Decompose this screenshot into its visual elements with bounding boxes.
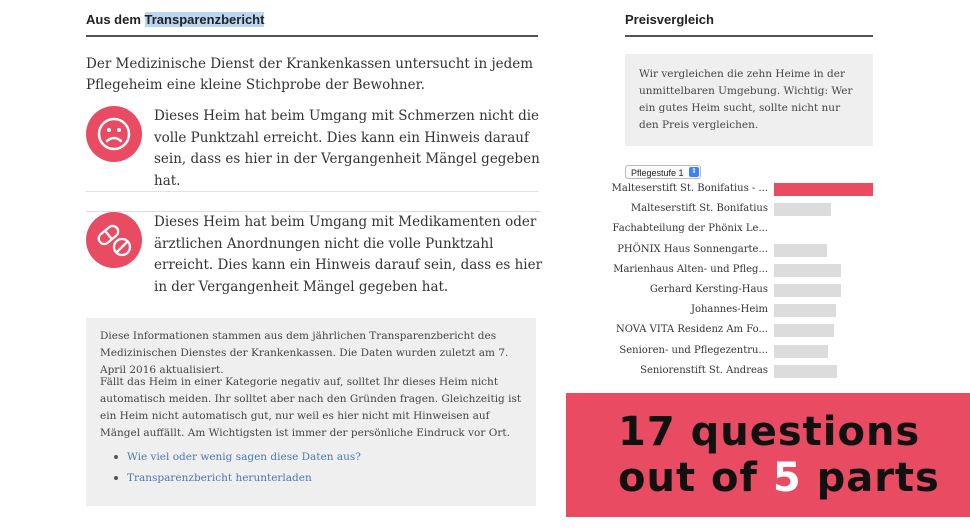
- bullet-icon: [114, 476, 118, 480]
- info-links: [114, 451, 361, 493]
- price-row-label: Malteserstift St. Bonifatius: [630, 203, 768, 215]
- price-row[interactable]: [600, 362, 880, 382]
- banner-line1: 17 questions: [618, 409, 921, 455]
- price-bar: [774, 345, 828, 358]
- price-row[interactable]: [600, 281, 880, 301]
- heading-prefix: Aus dem: [86, 12, 145, 27]
- overlay-banner: [566, 393, 970, 517]
- info-paragraph-source: Diese Informationen stammen aus dem jährlichen Transparenzbericht des Medizinischen Dienstes der Krankenkassen. Die Daten wurden zuletzt am 7. April 2016 aktualisiert.: [100, 330, 509, 376]
- price-row-label: NOVA VITA Residenz Am Fo...: [615, 324, 768, 336]
- bullet-icon: [114, 455, 118, 459]
- banner-line2-pre: out of: [618, 455, 773, 501]
- price-bar: [774, 284, 841, 297]
- price-bar: [774, 183, 873, 196]
- price-bar: [774, 203, 831, 216]
- price-row-label: PHÖNIX Haus Sonnengarte...: [617, 243, 768, 255]
- price-row[interactable]: [600, 261, 880, 281]
- price-row[interactable]: [600, 200, 880, 220]
- price-bar: [774, 324, 834, 337]
- price-row[interactable]: [600, 220, 880, 240]
- pills-icon: [86, 212, 142, 268]
- finding-item-medication: [86, 211, 543, 295]
- price-row-label: Johannes-Heim: [690, 304, 768, 316]
- price-bar: [774, 264, 841, 277]
- link-label: Transparenzbericht herunterladen: [127, 472, 312, 484]
- link-download-report[interactable]: [114, 472, 361, 484]
- price-row-label: Seniorenstift St. Andreas: [640, 364, 768, 376]
- price-bar: [774, 365, 837, 378]
- price-row[interactable]: [600, 241, 880, 261]
- sad-face-icon: [86, 106, 142, 162]
- select-value: Pflegestufe 1: [631, 168, 684, 178]
- divider: [86, 191, 538, 192]
- price-row[interactable]: [600, 321, 880, 341]
- price-row[interactable]: [600, 301, 880, 321]
- finding-text: Dieses Heim hat beim Umgang mit Schmerzen nicht die volle Punktzahl erreicht. Dies kann ein Hinweis darauf sein, dass es hier in der Vergangenheit Mängel gegeben hat.: [154, 108, 540, 189]
- info-paragraph-advice: Fällt das Heim in einer Kategorie negativ auf, solltet Ihr dieses Heim nicht automatisch meiden. Ihr solltet aber nach den Gründen fragen. Gleichzeitig ist ein Heim nicht automatisch gut, nur weil es hier nicht mit Hinweisen auf Mängel auffällt. Am Wichtigsten ist immer der persönliche Eindruck vor Ort.: [100, 376, 522, 439]
- finding-text: Dieses Heim hat beim Umgang mit Medikamenten oder ärztlichen Anordnungen nicht die volle Punktzahl erreicht. Dies kann ein Hinweis darauf sein, dass es hier in der Vergangenheit Mängel gegeben hat.: [154, 214, 543, 295]
- price-bar: [774, 304, 836, 317]
- price-row[interactable]: [600, 342, 880, 362]
- section-heading-preisvergleich: Preisvergleich: [625, 12, 873, 37]
- price-row[interactable]: [600, 180, 880, 200]
- price-row-label: Malteserstift St. Bonifatius - ...: [611, 183, 768, 194]
- chevron-updown-icon: ⇕: [689, 167, 699, 177]
- price-info-text: Wir vergleichen die zehn Heime in der unmittelbaren Umgebung. Wichtig: Wer ein gutes Heim sucht, sollte nicht nur den Preis vergleichen.: [639, 68, 853, 131]
- info-box: [86, 318, 536, 506]
- banner-line2-post: parts: [801, 455, 940, 501]
- price-row-label: Gerhard Kersting-Haus: [649, 284, 768, 295]
- banner-number: 5: [772, 455, 802, 501]
- link-data-meaning[interactable]: [114, 451, 361, 463]
- heading-highlight: Transparenzbericht: [144, 12, 265, 27]
- banner-text: [618, 409, 958, 501]
- link-label: Wie viel oder wenig sagen diese Daten aus?: [127, 451, 361, 463]
- price-row-label: Marienhaus Alten- und Pfleg...: [613, 263, 768, 275]
- banner-line2: [618, 455, 958, 501]
- price-row-label: Fachabteilung der Phönix Le...: [612, 223, 768, 235]
- price-row-label: Senioren- und Pflegezentru...: [619, 344, 768, 356]
- price-info-box: [625, 54, 873, 146]
- pflegestufe-select[interactable]: [625, 165, 701, 179]
- price-bar: [774, 244, 827, 257]
- section-heading-transparenzbericht: [86, 12, 538, 37]
- intro-text: Der Medizinische Dienst der Krankenkassen untersucht in jedem Pflegeheim eine kleine Stichprobe der Bewohner.: [86, 56, 534, 93]
